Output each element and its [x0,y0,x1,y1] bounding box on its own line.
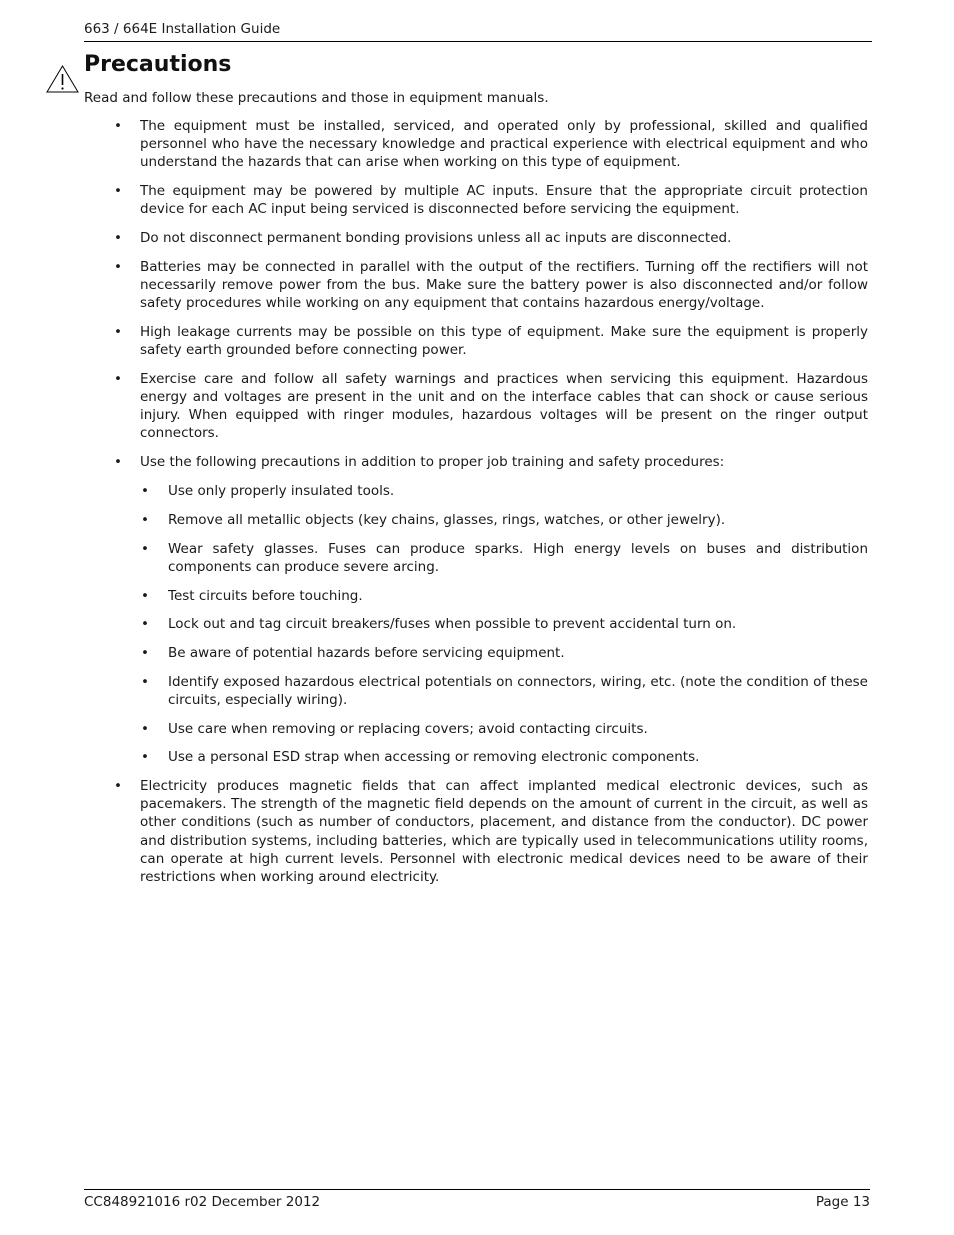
bullet-icon: • [114,777,122,794]
bullet-icon: • [114,118,122,134]
list-item [84,258,868,313]
bullet-icon: • [114,454,122,471]
sub-precautions-list [84,482,868,766]
sub-list-item [84,615,868,633]
bullet-icon: • [114,370,122,387]
sub-list-item-text: Wear safety glasses. Fuses can produce sparks. High energy levels on buses and distribution components can produce severe arcing. [168,540,868,575]
sub-list-item-text: Remove all metallic objects (key chains, glasses, rings, watches, or other jewelry). [168,511,726,528]
bullet-icon: • [114,258,122,275]
list-item-text: Electricity produces magnetic fields that can affect implanted medical electronic devices, such as pacemakers. The strength of the magnetic field depends on the amount of current in the circuit, as well as other conditions (such as number of conductors, placement, and distance from the conductor). DC power and distribution systems, including batteries, which are typically used in telecommunications utility rooms, can operate at high current levels. Personnel with electronic medical devices need to be aware of their restrictions when working around electricity. [140,777,868,885]
bullet-icon: • [141,616,149,633]
sub-list-item [84,540,868,576]
bullet-icon: • [141,511,149,528]
precautions-list [84,117,868,897]
list-item-text: High leakage currents may be possible on this type of equipment. Make sure the equipment is properly safety earth grounded before connecting power. [140,323,868,359]
bullet-icon: • [141,483,149,500]
sub-list-item [84,673,868,709]
running-header [84,20,872,42]
list-item-text: The equipment may be powered by multiple AC inputs. Ensure that the appropriate circuit protection device for each AC input being serviced is disconnected before servicing the equipment. [140,183,868,218]
list-item [84,370,868,443]
list-item [84,323,868,359]
sub-list-item-text: Test circuits before touching. [168,587,363,604]
header-title: 663 / 664E Installation Guide [84,21,281,37]
sub-list-item [84,748,868,766]
sub-list-item-text: Use only properly insulated tools. [168,483,395,500]
sub-list-item [84,720,868,738]
bullet-icon: • [141,587,149,604]
bullet-icon: • [141,644,149,661]
list-item-text: Do not disconnect permanent bonding provisions unless all ac inputs are disconnected. [140,230,732,247]
list-item [84,117,868,172]
intro-text: Read and follow these precautions and those in equipment manuals. [84,90,549,106]
sub-list-item [84,511,868,529]
bullet-icon: • [114,183,122,200]
list-item [84,453,868,766]
sub-list-item-text: Use care when removing or replacing covers; avoid contacting circuits. [168,720,648,737]
list-item-text: Use the following precautions in addition to proper job training and safety procedures: [140,454,725,471]
list-item-text: Exercise care and follow all safety warnings and practices when servicing this equipment. Hazardous energy and voltages are present in the unit and on the interface cables that can shock or cause serious injury. When equipped with ringer modules, hazardous voltages will be present on the ringer output connectors. [140,370,868,442]
sub-list-item-text: Use a personal ESD strap when accessing or removing electronic components. [168,749,700,766]
list-item-text: Batteries may be connected in parallel with the output of the rectifiers. Turning off the rectifiers will not necessarily remove power from the bus. Make sure the battery power is also disconnected and/or follow safety procedures while working on any equipment that contains hazardous energy/voltage. [140,258,868,312]
section-title: Precautions [84,52,232,77]
footer-doc-id: CC848921016 r02 December 2012 [84,1194,321,1210]
bullet-icon: • [141,749,149,766]
list-item-text: The equipment must be installed, serviced, and operated only by professional, skilled and qualified personnel who have the necessary knowledge and practical experience with electrical equipment and who understand the hazards that can arise when working on this type of equipment. [140,118,868,171]
list-item [84,777,868,886]
bullet-icon: • [141,673,149,690]
sub-list-item [84,644,868,662]
bullet-icon: • [114,230,122,247]
list-item [84,229,868,247]
bullet-icon: • [141,720,149,737]
footer-page-number: Page 13 [815,1194,870,1210]
list-item [84,182,868,218]
sub-list-item [84,482,868,500]
sub-list-item-text: Be aware of potential hazards before servicing equipment. [168,644,565,661]
bullet-icon: • [114,323,122,340]
sub-list-item [84,587,868,605]
sub-list-item-text: Lock out and tag circuit breakers/fuses when possible to prevent accidental turn on. [168,616,737,633]
sub-list-item-text: Identify exposed hazardous electrical potentials on connectors, wiring, etc. (note the condition of these circuits, especially wiring). [168,673,868,708]
warning-triangle-icon [46,65,79,93]
bullet-icon: • [141,540,149,557]
running-footer [84,1189,870,1211]
